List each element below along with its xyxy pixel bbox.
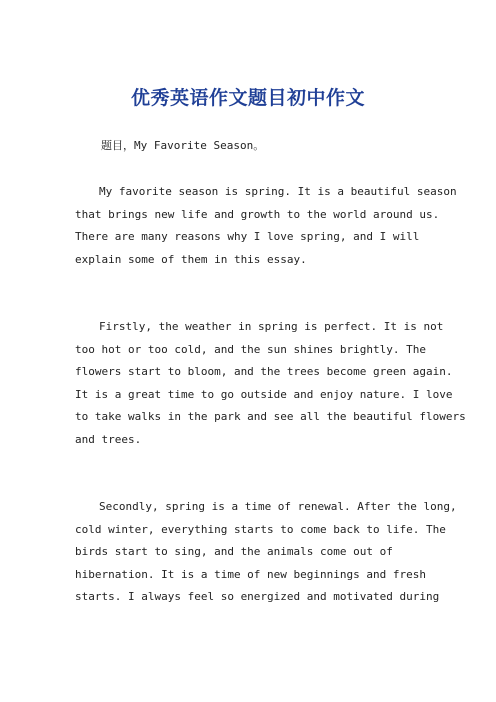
paragraph-line: starts. I always feel so energized and motivated during: [75, 590, 440, 603]
paragraph-line: explain some of them in this essay.: [75, 252, 307, 266]
essay-subject-line: 题目，My Favorite Season。: [101, 139, 265, 152]
paragraph-line: that brings new life and growth to the world around us.: [75, 207, 440, 221]
paragraph-2: [75, 316, 466, 451]
paragraph-line: and trees.: [75, 432, 142, 446]
paragraph-1: [75, 181, 457, 271]
paragraph-line: It is a great time to go outside and enjoy nature. I love: [75, 387, 453, 401]
paragraph-line: Firstly, the weather in spring is perfect. It is not: [99, 320, 444, 333]
paragraph-line: hibernation. It is a time of new beginnings and fresh: [75, 567, 426, 581]
paragraph-line: birds start to sing, and the animals come out of: [75, 545, 393, 558]
paragraph-line: cold winter, everything starts to come back to life. The: [75, 522, 446, 536]
paragraph-line: too hot or too cold, and the sun shines brightly. The: [75, 342, 426, 356]
paragraph-3: [75, 496, 457, 609]
paragraph-line: flowers start to bloom, and the trees become green again.: [75, 365, 453, 378]
paragraph-line: Secondly, spring is a time of renewal. After the long,: [99, 500, 457, 513]
paragraph-line: My favorite season is spring. It is a beautiful season: [99, 185, 457, 198]
paragraph-line: to take walks in the park and see all the beautiful flowers: [75, 410, 466, 423]
paragraph-line: There are many reasons why I love spring, and I will: [75, 230, 420, 243]
document-title: 优秀英语作文题目初中作文: [130, 87, 365, 109]
